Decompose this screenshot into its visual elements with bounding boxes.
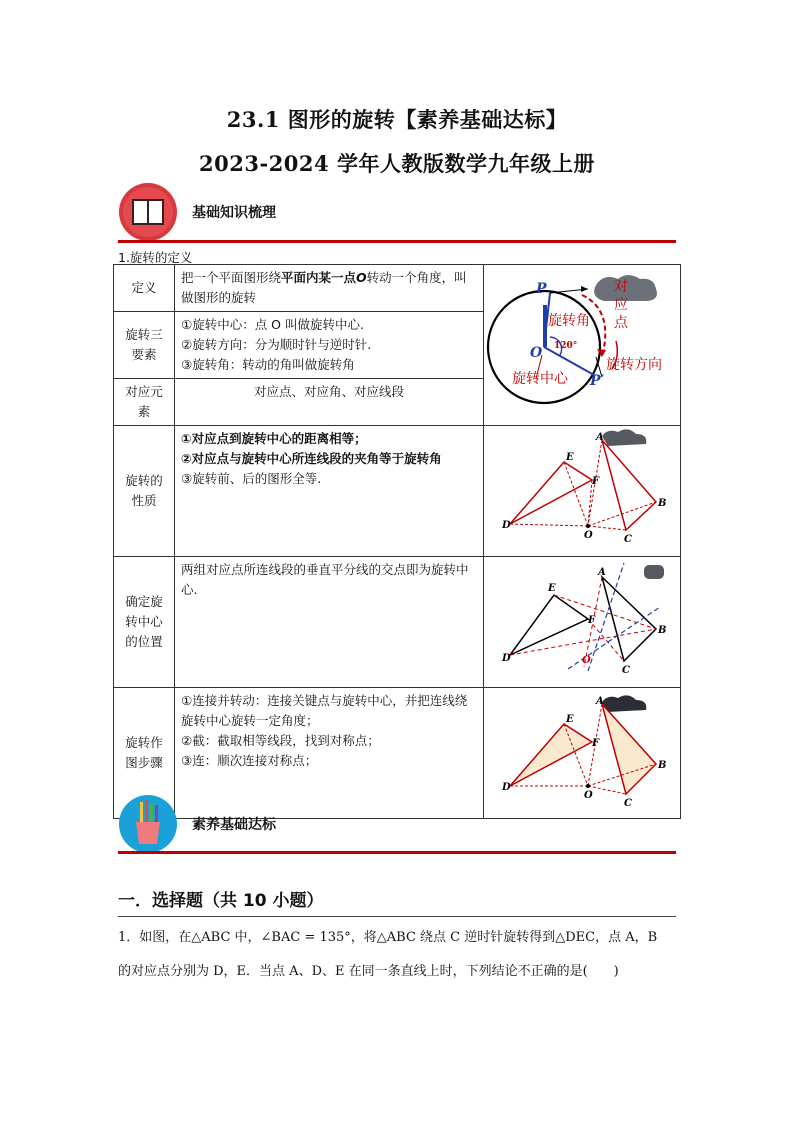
label-corresponding-1: 对: [614, 279, 628, 295]
diagram-cell-rotation: [484, 265, 681, 426]
label-O: O: [582, 655, 591, 666]
section-label: 素养基础达标: [192, 817, 276, 833]
row-head: 对应元素: [114, 379, 175, 426]
label-rotation-angle: 旋转角: [548, 313, 590, 329]
title-line-1: 23.1 图形的旋转【素养基础达标】: [226, 107, 568, 132]
row-text: 对应点、对应角、对应线段: [175, 379, 484, 426]
section-divider: [118, 851, 676, 854]
label-P-prime: P′: [590, 373, 605, 389]
section-divider: [118, 240, 676, 243]
label-corresponding-full: 对应点: [484, 265, 487, 266]
label-B: B: [658, 760, 667, 771]
row-head: 旋转的性质: [114, 426, 175, 557]
table-row: [114, 557, 681, 688]
label-A: A: [596, 696, 604, 707]
label-A: A: [596, 432, 604, 443]
row-text: ①连接并转动：连接关键点与旋转中心，并把连线绕旋转中心旋转一定角度； ②截：截取相等线段，找到对称点； ③连：顺次连接对称点；: [175, 688, 484, 819]
label-C: C: [624, 798, 632, 809]
label-E: E: [566, 452, 574, 463]
pencil-cup-icon: [118, 794, 178, 854]
label-F: F: [592, 476, 600, 487]
label-O: O: [530, 345, 543, 361]
label-P: P: [536, 281, 547, 297]
label-A: A: [598, 567, 606, 578]
row-text: ①旋转中心：点 O 叫做旋转中心. ②旋转方向：分为顺时针与逆时针. ③旋转角：转动的角叫做旋转角: [175, 312, 484, 379]
label-D: D: [502, 782, 511, 793]
label-D: D: [502, 653, 511, 664]
section-header-practice: [118, 794, 676, 856]
triangle-diagram-center: [484, 557, 680, 681]
row-head: 定义: [114, 265, 175, 312]
label-O: O: [584, 530, 593, 541]
diagram-cell-center: [484, 557, 681, 688]
label-C: C: [622, 665, 630, 676]
title-line-2: 2023-2024 学年人教版数学九年级上册: [199, 151, 595, 176]
triangle-diagram-properties: [484, 426, 680, 550]
row-text: 把一个平面图形绕平面内某一点O转动一个角度，叫做图形的旋转: [175, 265, 484, 312]
table-caption: 1.旋转的定义: [118, 250, 193, 265]
diagram-cell-properties: [484, 426, 681, 557]
label-rotation-direction: 旋转方向: [606, 357, 662, 373]
label-D: D: [502, 520, 511, 531]
label-C: C: [624, 534, 632, 545]
label-rotation-center: 旋转中心: [512, 371, 568, 387]
row-head: 旋转作图步骤: [114, 688, 175, 819]
label-corresponding-2: 应: [614, 297, 628, 313]
label-B: B: [658, 498, 667, 509]
rotation-knowledge-table: [113, 264, 681, 819]
rotation-circle-diagram: [484, 265, 680, 411]
row-head: 旋转三要素: [114, 312, 175, 379]
heading-choice-questions: 一．选择题（共 10 小题）: [118, 891, 324, 911]
label-F: F: [592, 738, 600, 749]
question-1-line-2: 的对应点分别为 D，E．当点 A、D、E 在同一条直线上时，下列结论不正确的是( ): [118, 964, 619, 979]
label-B: B: [658, 625, 667, 636]
section-header-knowledge: [118, 182, 676, 244]
label-E: E: [548, 583, 556, 594]
table-row: [114, 426, 681, 557]
label-F: F: [588, 615, 596, 626]
question-1-line-1: 1．如图，在△ABC 中，∠BAC = 135°，将△ABC 绕点 C 逆时针旋转得到△DEC，点 A，B: [118, 930, 658, 945]
row-text: ①对应点到旋转中心的距离相等； ②对应点与旋转中心所连线段的夹角等于旋转角 ③旋转前、后的图形全等.: [175, 426, 484, 557]
heading-divider: [118, 916, 676, 917]
label-O: O: [584, 790, 593, 801]
label-angle: 120°: [554, 341, 578, 351]
row-text: 两组对应点所连线段的垂直平分线的交点即为旋转中心.: [175, 557, 484, 688]
label-E: E: [566, 714, 574, 725]
row-head: 确定旋转中心的位置: [114, 557, 175, 688]
label-corresponding-3: 点: [614, 315, 628, 331]
table-row: [114, 265, 681, 312]
section-label: 基础知识梳理: [192, 205, 276, 221]
book-icon: [118, 182, 178, 242]
